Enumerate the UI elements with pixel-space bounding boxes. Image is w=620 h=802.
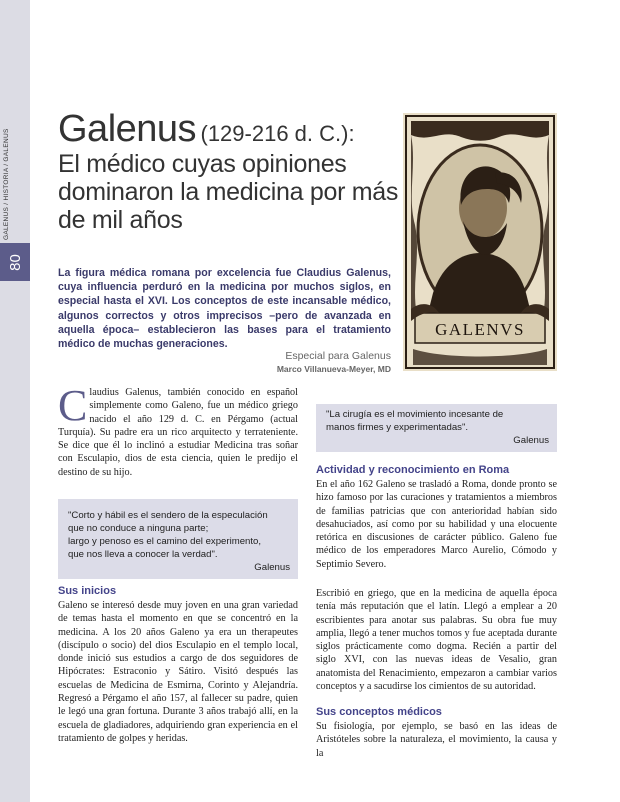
intro-paragraph: laudius Galenus, también conocido en español simplemente como Galeno, fue un médico griego nacido el año 129 d. C. en Pérgamo (actual Turquía). Su padre era un rico arquitecto y terrateniente. Se dice que él lo inclinó a estudiar Medicina tras soñar con Esculapio, dios de esta ciencia, quien le predijo el destino de su hijo. xyxy=(58,387,298,478)
quote-author: Galenus xyxy=(513,435,549,446)
title-name: Galenus xyxy=(58,108,197,150)
page-number-tab xyxy=(0,243,30,281)
quote-line: que no conduce a ninguna parte; xyxy=(68,523,209,534)
left-intro xyxy=(58,381,298,479)
quote-line: "Corto y hábil es el sendero de la especulación xyxy=(68,510,268,521)
heading-conceptos: Sus conceptos médicos xyxy=(316,706,442,718)
article-title xyxy=(58,108,403,234)
body-paragraph: Escribió en griego, que en la medicina de aquella época tenía más reputación que el latín. Llegó a emplear a 20 escribientes para anotar sus palabras. Su obra fue muy amplia, llegó a tener muchos tomos y fue aceptada durante siglos prácticamente como dogma. Recién a partir del siglo XVI, con las nuevas ideas de Vesalio, gran anatomista del Renacimiento, empezaron a cambiar varios conceptos y a sacudirse los cimientos de su autoridad. xyxy=(316,588,557,693)
credit-author: Marco Villanueva-Meyer, MD xyxy=(276,364,391,374)
right-body-3 xyxy=(316,720,557,760)
galenus-portrait-engraving xyxy=(403,113,557,371)
quote-line: que nos lleva a conocer la verdad". xyxy=(68,549,218,560)
section-label xyxy=(3,216,10,240)
lead-paragraph: La figura médica romana por excelencia fue Claudius Galenus, cuya influencia perduró en la medicina por muchos siglos, en especial hasta el XVI. Los conceptos de este incansable médico, algunos correctos y otros imprecisos –pero de avanzada en aquella época– establecieron las bases para el tratamiento médico de muchas generaciones. xyxy=(58,267,391,351)
side-strip xyxy=(0,0,30,802)
credit-line-1: Especial para Galenus xyxy=(285,350,391,362)
page-number: 80 xyxy=(6,253,24,271)
body-paragraph: Galeno se interesó desde muy joven en una gran variedad de temas hasta el momento en que se concentró en la medicina. A los 20 años Galeno ya era un therapeutes (discípulo o socio) del dios Esculapio en el templo local, donde inició sus estudios a cargo de dos seguidores de Hipócrates: Estraconio y Sátiro. Visitó después las escuelas de Medicina de Esmirna, Corinto y Alejandría. Regresó a Pérgamo el año 157, al fallecer su padre, quien le legó una gran fortuna. Durante 3 años trabajó allí, en la escuela de gladiadores, adquiriendo gran experiencia en el tratamiento de golpes y heridas. xyxy=(58,600,298,744)
quote-line: "La cirugía es el movimiento incesante de xyxy=(326,409,504,420)
author-credit xyxy=(200,349,391,375)
heading-actividad: Actividad y reconocimiento en Roma xyxy=(316,464,510,476)
quote-line: largo y penoso es el camino del experimento, xyxy=(68,536,262,547)
title-subtitle: El médico cuyas opiniones dominaron la medicina por más de mil años xyxy=(58,150,399,234)
drop-cap: C xyxy=(58,381,88,430)
body-paragraph: Su fisiología, por ejemplo, se basó en las ideas de Aristóteles sobre la naturaleza, el movimiento, la causa y la xyxy=(316,721,557,759)
quote-author: Galenus xyxy=(254,562,290,573)
portrait-caption: GALENVS xyxy=(435,320,525,339)
heading-sus-inicios: Sus inicios xyxy=(58,585,117,597)
right-body-2 xyxy=(316,587,557,693)
pull-quote-right xyxy=(316,404,557,452)
body-paragraph: En el año 162 Galeno se trasladó a Roma, donde pronto se hizo famoso por las curaciones y tratamientos a miembros de familias patricias que con anterioridad habían sido desahuciados, así como por su habilidad y una elocuente retórica en discusiones de carácter público. Galeno fue médico de los emperadores Marco Aurelio, Cómodo y Septimio Severo. xyxy=(316,479,557,570)
title-years: (129-216 d. C.): xyxy=(200,121,355,146)
right-body-1 xyxy=(316,478,557,571)
pull-quote-left xyxy=(58,499,298,579)
quote-line: manos firmes y experimentadas". xyxy=(326,422,469,433)
left-body xyxy=(58,599,298,745)
